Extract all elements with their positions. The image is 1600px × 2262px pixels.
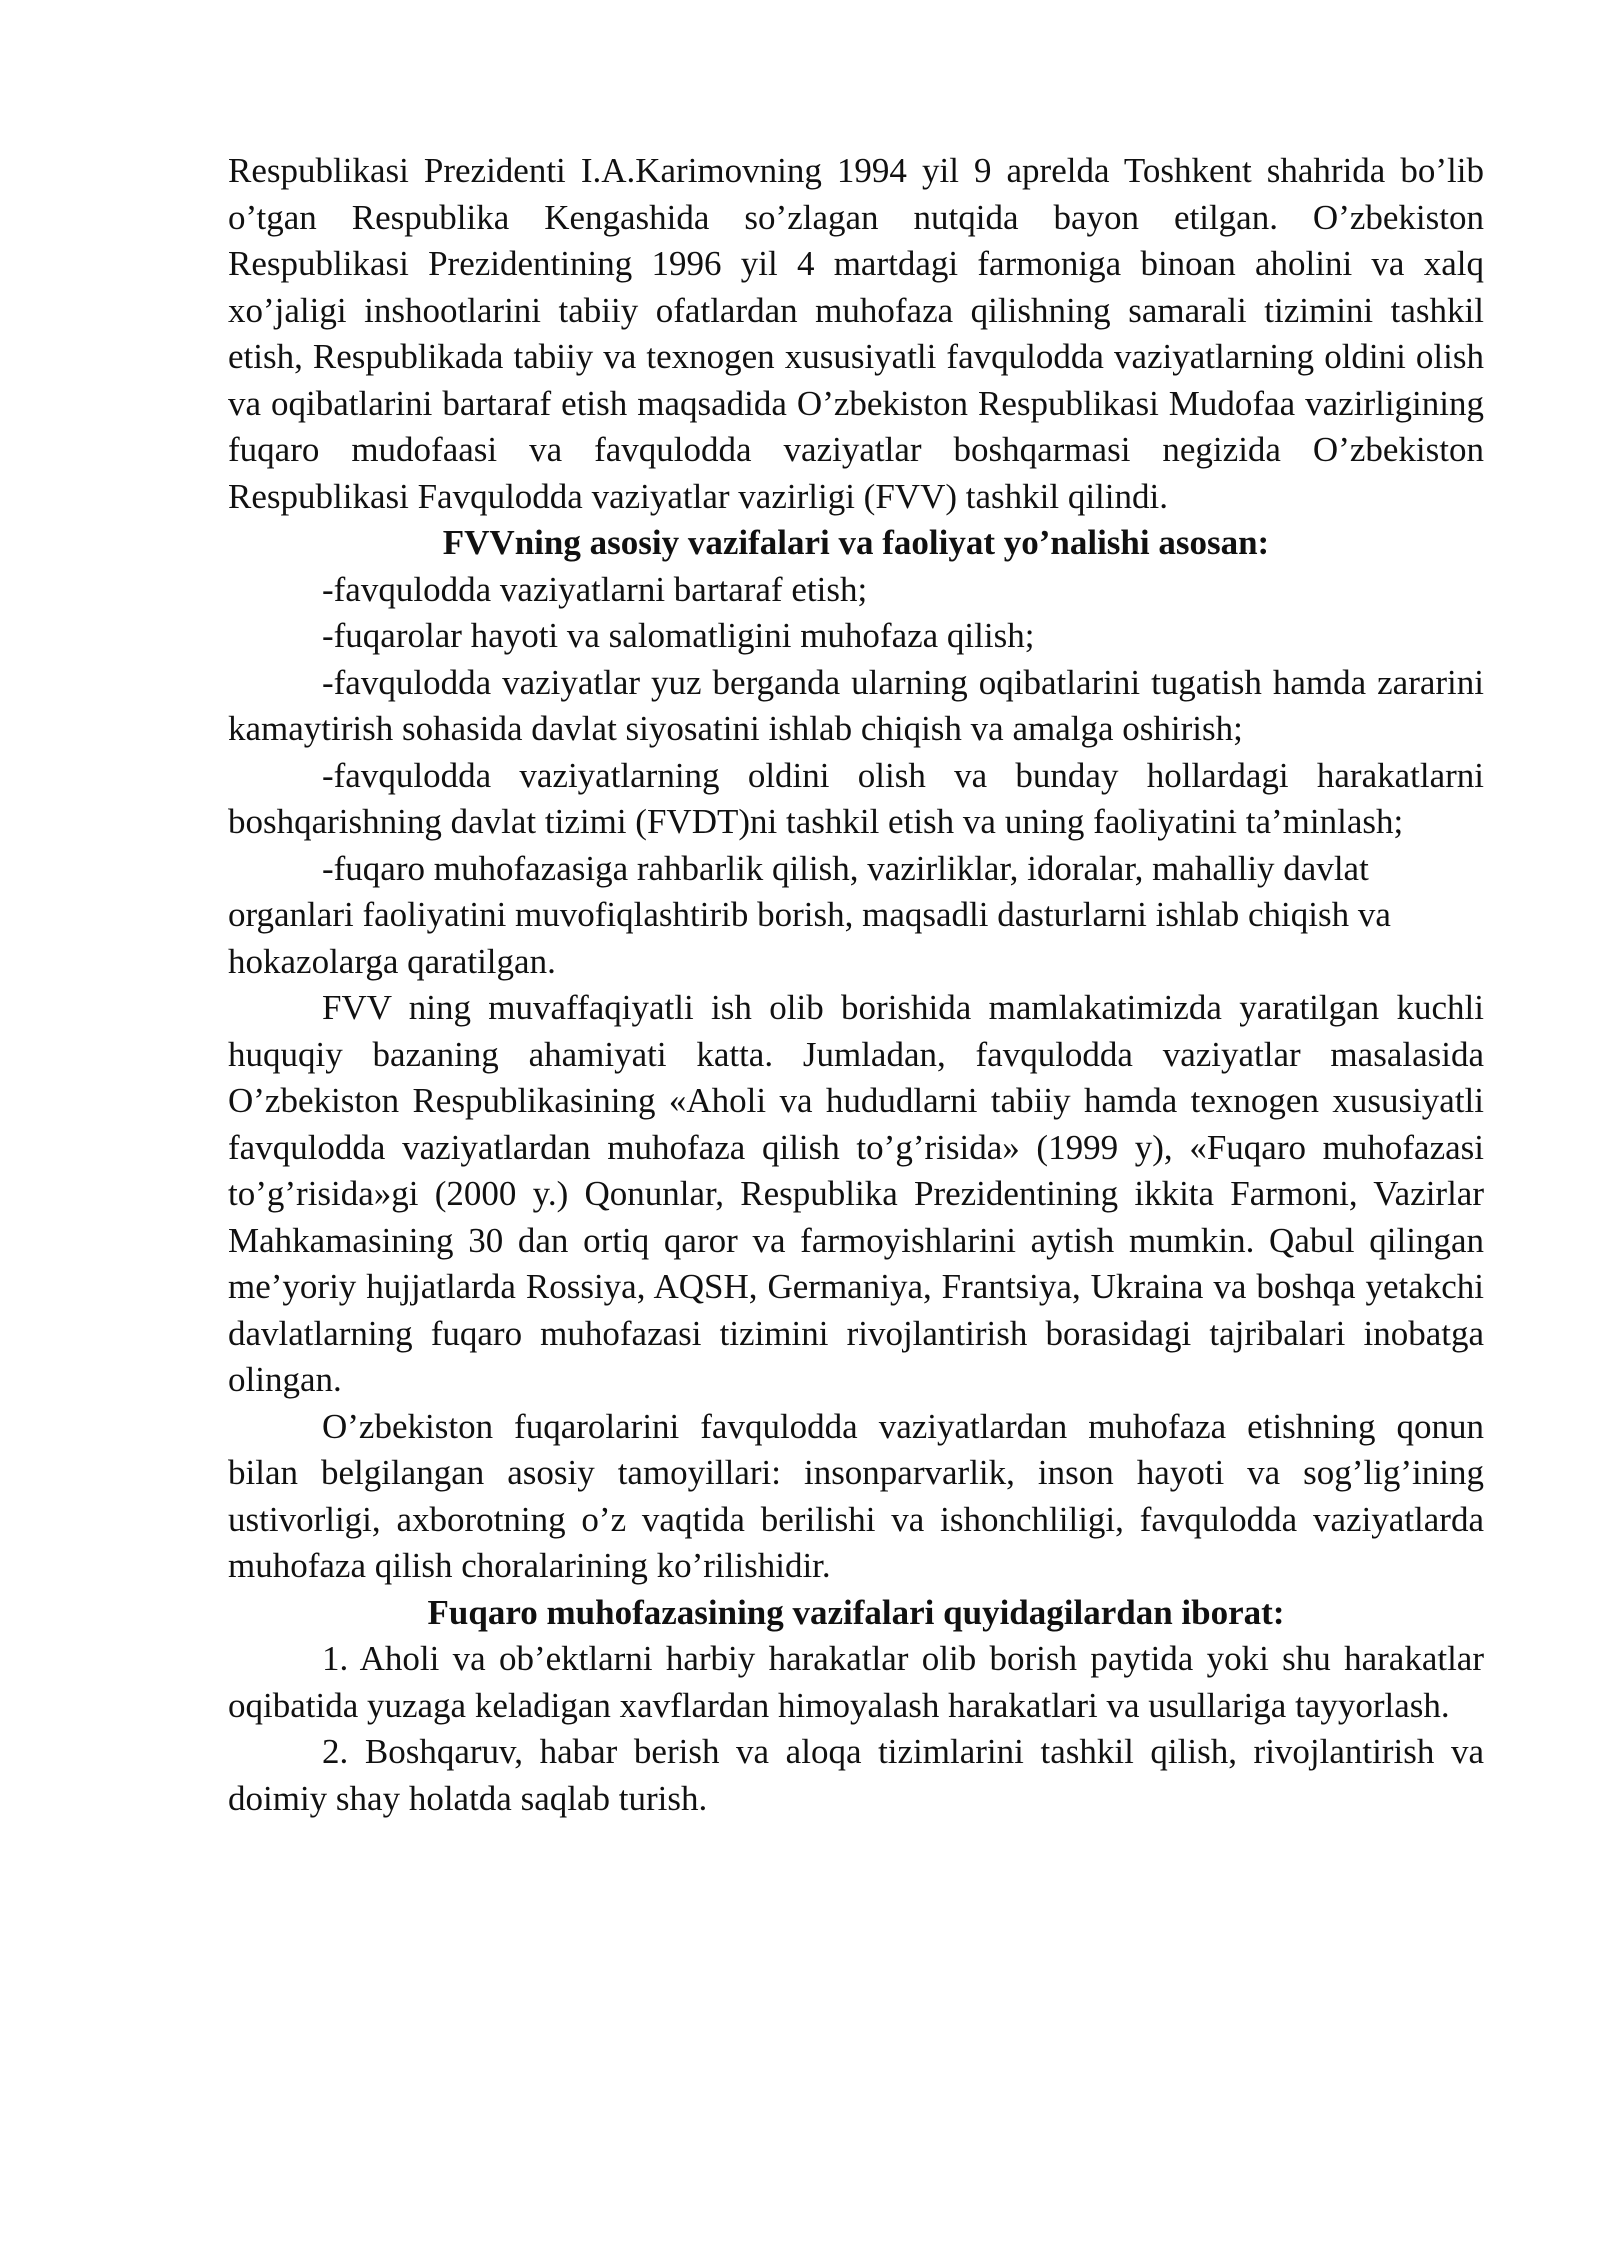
paragraph-intro: Respublikasi Prezidenti I.A.Karimovning 1994 yil 9 aprelda Toshkent shahrida bo’lib o’tgan Respublika Kengashida so’zlagan nutqida bayon etilgan. O’zbekiston Respublikasi Prezidentining 1996 yil 4 martdagi farmoniga binoan aholini va xalq xo’jaligi inshootlarini tabiiy ofatlardan muhofaza qilishning samarali tizimini tashkil etish, Respublikada tabiiy va texnogen xususiyatli favqulodda vaziyatlarning oldini olish va oqibatlarini bartaraf etish maqsadida O’zbekiston Respublikasi Mudofaa vazirligining fuqaro mudofaasi va favqulodda vaziyatlar boshqarmasi negizida O’zbekiston Respublikasi Favqulodda vaziyatlar vazirligi (FVV) tashkil qilindi. — [228, 151, 1484, 516]
numbered-item: 2. Boshqaruv, habar berish va aloqa tizimlarini tashkil qilish, rivojlantirish va doimiy shay holatda saqlab turish. — [228, 1732, 1484, 1818]
numbered-item: 1. Aholi va ob’ektlarni harbiy harakatlar olib borish paytida yoki shu harakatlar oqibatida yuzaga keladigan xavflardan himoyalash harakatlari va usullariga tayyorlash. — [228, 1639, 1484, 1725]
paragraph-legal-base: FVV ning muvaffaqiyatli ish olib borishida mamlakatimizda yaratilgan kuchli huquqiy bazaning ahamiyati katta. Jumladan, favqulodda vaziyatlar masalasida O’zbekiston Respublikasining «Aholi va hududlarni tabiiy hamda texnogen xususiyatli favqulodda vaziyatlardan muhofaza qilish to’g’risida» (1999 y), «Fuqaro muhofazasi to’g’risida»gi (2000 y.) Qonunlar, Respublika Prezidentining ikkita Farmoni, Vazirlar Mahkamasining 30 dan ortiq qaror va farmoyishlarini aytish mumkin. Qabul qilingan me’yoriy hujjatlarda Rossiya, AQSH, Germaniya, Frantsiya, Ukraina va boshqa yetakchi davlatlarning fuqaro muhofazasi tizimini rivojlantirish borasidagi tajribalari inobatga olingan. — [228, 988, 1484, 1399]
list-item: -fuqaro muhofazasiga rahbarlik qilish, vazirliklar, idoralar, mahalliy davlat organlari faoliyatini muvofiqlashtirib borish, maqsadli dasturlarni ishlab chiqish va hokazolarga qaratilgan. — [228, 848, 1391, 981]
list-item: -fuqarolar hayoti va salomatligini muhofaza qilish; — [322, 616, 1035, 655]
paragraph-principles: O’zbekiston fuqarolarini favqulodda vaziyatlardan muhofaza etishning qonun bilan belgilangan asosiy tamoyillari: insonparvarlik, inson hayoti va sog’lig’ining ustivorligi, axborotning o’z vaqtida berilishi va ishonchliligi, favqulodda vaziyatlarda muhofaza qilish choralarining ko’rilishidir. — [228, 1406, 1484, 1585]
list-item: -favqulodda vaziyatlarning oldini olish va bunday hollardagi harakatlarni boshqarishning davlat tizimi (FVDT)ni tashkil etish va uning faoliyatini ta’minlash; — [228, 755, 1484, 841]
section-heading-fvv-tasks: FVVning asosiy vazifalari va faoliyat yo’nalishi asosan: — [442, 523, 1270, 562]
list-item: -favqulodda vaziyatlar yuz berganda ularning oqibatlarini tugatish hamda zararini kamaytirish sohasida davlat siyosatini ishlab chiqish va amalga oshirish; — [228, 662, 1484, 748]
list-item: -favqulodda vaziyatlarni bartaraf etish; — [322, 569, 868, 609]
document-page — [228, 148, 1484, 1822]
section-heading-civil-protection: Fuqaro muhofazasining vazifalari quyidagilardan iborat: — [427, 1592, 1285, 1632]
